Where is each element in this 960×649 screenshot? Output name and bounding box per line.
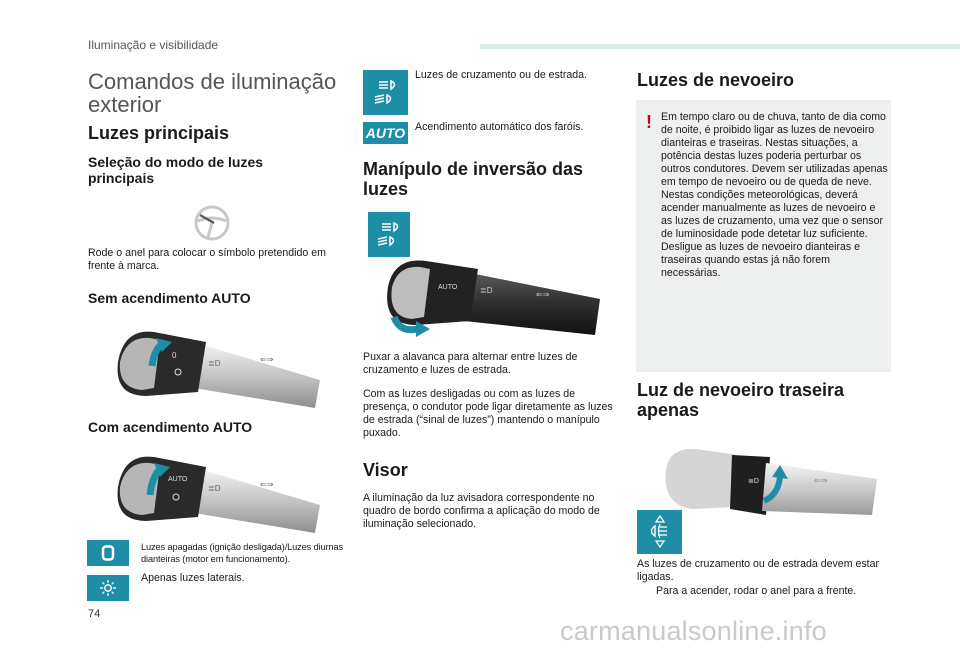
running-header: Iluminação e visibilidade bbox=[88, 38, 219, 52]
rear-fog-icon bbox=[645, 514, 675, 550]
auto-icon: AUTO bbox=[363, 122, 408, 144]
sidelights-icon-box bbox=[87, 575, 129, 601]
svg-text:AUTO: AUTO bbox=[438, 284, 458, 291]
zero-item-text: Luzes apagadas (ignição desligada)/Luzes diurnas dianteiras (motor em funcionamento). bbox=[141, 542, 344, 564]
com-luzes-text: Com as luzes desligadas ou com as luzes de presença, o condutor pode ligar diretamente as luzes de estrada (“sinal de luzes”) mantendo o manípulo puxado. bbox=[363, 388, 613, 439]
svg-text:⇐⇒: ⇐⇒ bbox=[260, 355, 274, 364]
heading-selecao-modo: Seleção do modo de luzes principais bbox=[88, 154, 264, 186]
rear-fog-icon-box bbox=[637, 510, 682, 554]
beam-item-text: Luzes de cruzamento ou de estrada. bbox=[415, 69, 587, 81]
heading-manipulo: Manípulo de inversão das luzes bbox=[363, 159, 584, 199]
beam-icon-box bbox=[363, 70, 408, 115]
heading-traseira: Luz de nevoeiro traseira apenas bbox=[637, 380, 845, 420]
visor-text: A iluminação da luz avisadora correspondente no quadro de bordo confirma a aplicação do modo de iluminação selecionado. bbox=[363, 492, 600, 530]
heading-nevoeiro: Luzes de nevoeiro bbox=[637, 70, 795, 90]
fog-stalk-illustration bbox=[662, 445, 882, 525]
svg-text:⇐⇒: ⇐⇒ bbox=[814, 476, 828, 485]
stalk-auto-label: AUTO bbox=[168, 476, 188, 483]
puxar-text: Puxar a alavanca para alternar entre luzes de cruzamento e luzes de estrada. bbox=[363, 351, 578, 376]
page-number: 74 bbox=[88, 608, 101, 620]
svg-text:≣D: ≣D bbox=[748, 478, 759, 485]
svg-text:⇐⇒: ⇐⇒ bbox=[260, 480, 274, 489]
stalk-zero-label: 0 bbox=[172, 351, 177, 360]
sidelights-item-text: Apenas luzes laterais. bbox=[141, 572, 245, 584]
heading-luzes-principais: Luzes principais bbox=[88, 123, 230, 143]
heading-com-auto: Com acendimento AUTO bbox=[88, 419, 253, 435]
svg-text:≣D: ≣D bbox=[208, 359, 221, 368]
beam-icon-box-2 bbox=[368, 212, 410, 257]
svg-text:≣D: ≣D bbox=[208, 484, 221, 493]
steering-wheel-icon bbox=[192, 203, 232, 243]
heading-sem-auto: Sem acendimento AUTO bbox=[88, 290, 251, 306]
low-high-beam-icon bbox=[374, 220, 404, 250]
warning-text: Em tempo claro ou de chuva, tanto de dia como de noite, é proibido ligar as luzes de nevoeiro dianteiras e traseiras. Nestas situações, a potência destas luzes poderia perturbar os outros condutores. Devem ser utilizadas apenas em tempo de nevoeiro ou de queda de neve. Nestas condições meteorológicas, deverá acender manualmente as luzes de nevoeiro e as luzes de cruzamento, uma vez que o sensor de luminosidade pode detetar luz suficiente. Desligue as luzes de nevoeiro dianteiras e traseiras quando estas já não forem necessárias. bbox=[661, 111, 888, 279]
rode-text: Rode o anel para colocar o símbolo pretendido em frente à marca. bbox=[88, 247, 326, 272]
auto-item-text: Acendimento automático dos faróis. bbox=[415, 121, 584, 133]
svg-text:≣D: ≣D bbox=[480, 286, 493, 295]
low-high-beam-icon bbox=[371, 78, 401, 108]
svg-text:⇐⇒: ⇐⇒ bbox=[536, 290, 550, 299]
header-bar bbox=[480, 44, 960, 49]
warning-icon: ! bbox=[646, 112, 652, 132]
light-stalk-illustration bbox=[110, 322, 325, 414]
zero-icon-box bbox=[87, 540, 129, 566]
zero-icon bbox=[101, 545, 115, 561]
devem-text: As luzes de cruzamento ou de estrada devem estar ligadas. bbox=[637, 558, 880, 583]
flash-stalk-illustration bbox=[380, 255, 605, 350]
watermark: carmanualsonline.info bbox=[560, 616, 827, 646]
sidelights-icon bbox=[99, 579, 117, 597]
heading-visor: Visor bbox=[363, 460, 408, 480]
page-title: Comandos de iluminação exterior bbox=[88, 69, 337, 117]
bullet-text: Para a acender, rodar o anel para a frente. bbox=[656, 585, 857, 597]
light-stalk-auto-illustration bbox=[110, 447, 325, 539]
